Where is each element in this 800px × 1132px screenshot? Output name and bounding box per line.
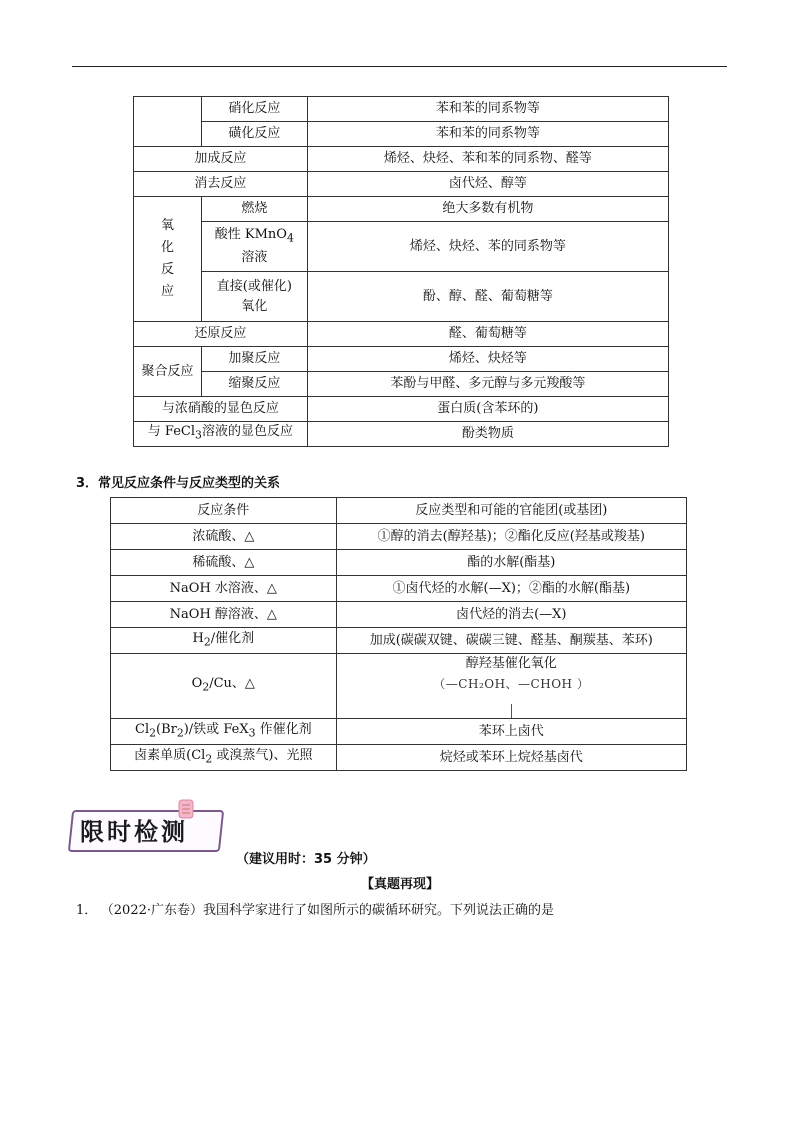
table-cell: 酚类物质 xyxy=(307,422,668,447)
table-cell: 烯烃、炔烃等 xyxy=(307,347,668,372)
table-row xyxy=(111,719,687,745)
table-cell: 苯环上卤代 xyxy=(336,719,686,745)
table-cell: 还原反应 xyxy=(134,322,308,347)
table-cell: 苯酚与甲醛、多元醇与多元羧酸等 xyxy=(307,372,668,397)
structural-formula xyxy=(341,674,682,694)
table-row xyxy=(134,97,669,122)
table-cell: 加成反应 xyxy=(134,147,308,172)
cell-text: 酸性 KMnO xyxy=(214,226,287,242)
table-cell: 缩聚反应 xyxy=(201,372,307,397)
table-cell: ①卤代烃的水解(—X)；②酯的水解(酯基) xyxy=(336,576,686,602)
cell-text: (Br xyxy=(156,721,177,737)
cell-text: /催化剂 xyxy=(210,630,255,646)
subsection-title: 【真题再现】 xyxy=(360,877,439,892)
formula-bond-line xyxy=(341,694,682,718)
table-row xyxy=(134,372,669,397)
table-cell: 聚合反应 xyxy=(134,347,202,397)
table-cell: 酚、醇、醛、葡萄糖等 xyxy=(307,272,668,322)
cell-text: 与 FeCl xyxy=(147,424,196,440)
subscript: 3 xyxy=(248,726,256,740)
cell-text: 作催化剂 xyxy=(255,721,312,737)
table-cell: 烯烃、炔烃、苯的同系物等 xyxy=(307,222,668,272)
cell-text: 或溴蒸气)、光照 xyxy=(212,747,313,763)
table-cell: 酯的水解(酯基) xyxy=(336,550,686,576)
table-row xyxy=(111,576,687,602)
table-cell xyxy=(134,422,308,447)
table-header-cell: 反应类型和可能的官能团(或基团) xyxy=(336,498,686,524)
oxidation-category-cell xyxy=(134,197,202,322)
cell-text: 直接(或催化) xyxy=(216,278,292,294)
badge-label: 限时检测 xyxy=(80,818,188,846)
table-cell: 蛋白质(含苯环的) xyxy=(307,397,668,422)
table-cell xyxy=(111,745,337,771)
section-title: 3．常见反应条件与反应类型的关系 xyxy=(76,476,281,491)
table-header-cell: 反应条件 xyxy=(111,498,337,524)
cell-text: 醇羟基催化氧化 xyxy=(465,656,557,671)
subscript: 4 xyxy=(286,231,294,245)
table-cell: 苯和苯的同系物等 xyxy=(307,122,668,147)
cell-text: 氧化 xyxy=(241,298,268,314)
table-row xyxy=(134,422,669,447)
table-cell: 硝化反应 xyxy=(201,97,307,122)
subscript: 2 xyxy=(205,752,213,766)
table-row xyxy=(111,654,687,719)
cell-text: 溶液 xyxy=(241,250,268,266)
cell-text: O xyxy=(191,676,203,692)
table-row xyxy=(134,197,669,222)
cell-text: /Cu、△ xyxy=(209,676,255,692)
vertical-char: 应 xyxy=(160,284,174,299)
subscript: 3 xyxy=(195,428,202,442)
time-note: （建议用时：35 分钟） xyxy=(236,852,376,867)
vertical-char: 氧 xyxy=(160,218,174,233)
header-rule xyxy=(72,66,727,67)
table-row xyxy=(111,745,687,771)
table-cell: 浓硫酸、△ xyxy=(111,524,337,550)
table-row xyxy=(134,322,669,347)
table-cell: 磺化反应 xyxy=(201,122,307,147)
bond-line xyxy=(511,704,512,718)
table-header-row xyxy=(111,498,687,524)
table-row xyxy=(134,272,669,322)
table-cell xyxy=(111,719,337,745)
table-cell: 消去反应 xyxy=(134,172,308,197)
table-cell xyxy=(201,222,307,272)
paperclip-icon xyxy=(176,798,196,820)
question-text: （2022·广东卷）我国科学家进行了如图所示的碳循环研究。下列说法正确的是 xyxy=(107,903,554,918)
table-cell: 卤代烃、醇等 xyxy=(307,172,668,197)
table-cell: 烯烃、炔烃、苯和苯的同系物、醛等 xyxy=(307,147,668,172)
table-cell: 加成(碳碳双键、碳碳三键、醛基、酮羰基、苯环) xyxy=(336,628,686,654)
table-cell xyxy=(134,97,202,147)
question-number: 1． xyxy=(76,903,98,918)
table-cell xyxy=(201,272,307,322)
table-cell: ①醇的消去(醇羟基)；②酯化反应(羟基或羧基) xyxy=(336,524,686,550)
cell-text: )/铁或 FeX xyxy=(183,721,249,737)
subscript: 2 xyxy=(176,726,184,740)
subscript: 2 xyxy=(203,635,211,649)
question-1 xyxy=(76,899,554,918)
table-cell: NaOH 水溶液、△ xyxy=(111,576,337,602)
cell-text: Cl xyxy=(135,721,150,737)
table-cell: 苯和苯的同系物等 xyxy=(307,97,668,122)
table-row xyxy=(134,122,669,147)
cell-text: H xyxy=(192,630,204,646)
table-cell: 绝大多数有机物 xyxy=(307,197,668,222)
section-badge xyxy=(70,804,220,850)
table-row xyxy=(134,172,669,197)
cell-text: 卤素单质(Cl xyxy=(134,747,206,763)
table-cell xyxy=(336,654,686,719)
table-row xyxy=(111,550,687,576)
table-row xyxy=(134,397,669,422)
table-row xyxy=(134,347,669,372)
table-cell xyxy=(111,628,337,654)
cell-text: 溶液的显色反应 xyxy=(201,424,293,440)
table-cell: 稀硫酸、△ xyxy=(111,550,337,576)
table-row xyxy=(111,524,687,550)
table-cell: 卤代烃的消去(—X) xyxy=(336,602,686,628)
table-cell: 燃烧 xyxy=(201,197,307,222)
formula-text: （—CH₂OH、—CHOH ） xyxy=(433,677,590,691)
table-row xyxy=(134,147,669,172)
reaction-condition-table xyxy=(110,497,687,771)
subscript: 2 xyxy=(149,726,156,740)
subscript: 2 xyxy=(202,680,210,694)
vertical-char: 反 xyxy=(160,262,174,277)
table-cell: 加聚反应 xyxy=(201,347,307,372)
vertical-char: 化 xyxy=(160,240,174,255)
table-cell xyxy=(111,654,337,719)
table-cell: 烷烃或苯环上烷烃基卤代 xyxy=(336,745,686,771)
table-row xyxy=(134,222,669,272)
reaction-type-table xyxy=(133,96,669,447)
table-cell: NaOH 醇溶液、△ xyxy=(111,602,337,628)
table-cell: 醛、葡萄糖等 xyxy=(307,322,668,347)
table-row xyxy=(111,628,687,654)
table-cell: 与浓硝酸的显色反应 xyxy=(134,397,308,422)
table-row xyxy=(111,602,687,628)
